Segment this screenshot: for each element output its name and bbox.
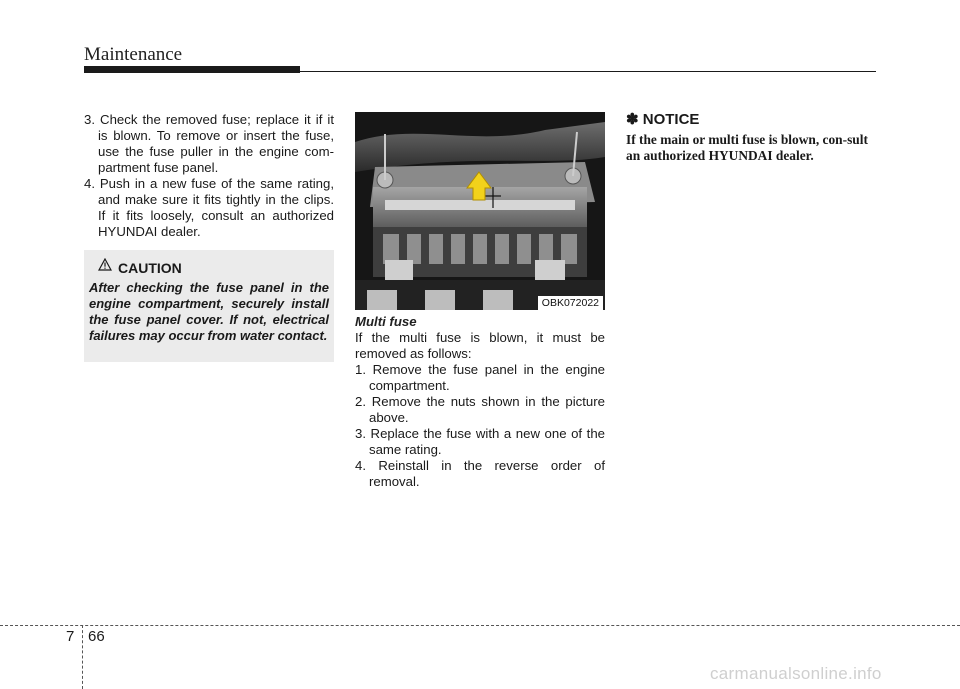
step-3-check-fuse: 3. Check the removed fuse; replace it if it is blown. To remove or insert the fuse, use the fuse puller in the engine com-partment fuse panel.	[84, 112, 334, 175]
footer-divider	[82, 625, 83, 689]
left-column	[84, 112, 334, 240]
footer-rule	[0, 625, 960, 626]
right-column	[626, 112, 876, 164]
multi-fuse-intro: If the multi fuse is blown, it must be removed as follows:	[355, 330, 605, 361]
multi-fuse-step-4: 4. Reinstall in the reverse order of removal.	[355, 458, 605, 489]
caution-box	[84, 250, 334, 362]
multi-fuse-subtitle: Multi fuse	[355, 314, 417, 329]
warning-triangle-icon	[98, 258, 112, 271]
middle-column	[355, 314, 605, 490]
engine-fuse-photo	[355, 112, 605, 310]
header-bar	[84, 66, 300, 73]
section-title: Maintenance	[84, 44, 183, 65]
page-number: 66	[88, 628, 105, 645]
fuse-panel-illustration	[355, 112, 605, 310]
header-rule	[300, 71, 876, 72]
notice-text: If the main or multi fuse is blown, con-sult an authorized HYUNDAI dealer.	[626, 132, 868, 163]
multi-fuse-step-1: 1. Remove the fuse panel in the engine compartment.	[355, 362, 605, 393]
figure-code: OBK072022	[538, 296, 603, 310]
multi-fuse-step-3: 3. Replace the fuse with a new one of the same rating.	[355, 426, 605, 457]
multi-fuse-step-2: 2. Remove the nuts shown in the picture above.	[355, 394, 605, 425]
caution-title: CAUTION	[118, 260, 182, 276]
caution-text: After checking the fuse panel in the engine compartment, securely install the fuse panel cover. If not, electrical failures may occur from water contact.	[89, 280, 329, 343]
step-4-push-new-fuse: 4. Push in a new fuse of the same rating, and make sure it fits tightly in the clips. If it fits loosely, consult an authorized HYUNDAI dealer.	[84, 176, 334, 239]
watermark: carmanualsonline.info	[710, 664, 882, 683]
notice-title: ✽ NOTICE	[626, 111, 700, 128]
chapter-number: 7	[66, 628, 75, 645]
